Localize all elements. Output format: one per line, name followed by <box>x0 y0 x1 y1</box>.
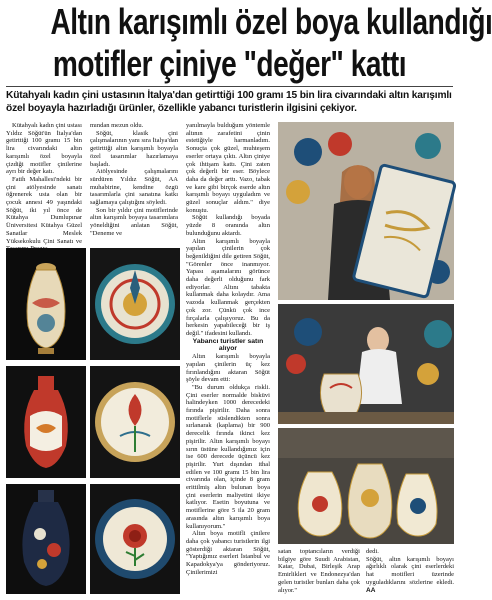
column-4 <box>278 548 360 596</box>
plate-photo-2 <box>90 366 180 478</box>
vase-display-photo <box>278 428 454 544</box>
headline-divider <box>6 86 453 87</box>
paragraph: Kütahyalı kadın çini ustası Yıldız Söğüt'ün İtalya'dan getirttiği 100 gramı 15 bin lira civarındaki altın karışımlı özel boyayla çizdiği motifler çinilerine ayrı bir değer katı. <box>6 122 82 176</box>
paragraph: "Bu durum oldukça riskli. Çini eserler normalde bisküvi halindeyken 1000 derecedeki fırında pişirilir. Daha sonra motiflerle süslendikten sonra sırlanarak (kaplama) bir 900 derecelik fırında ikinci kez pişirilir. Altın karışımlı boyayı sırın üstüne kullandığımız için ise 600 derecede üçüncü kez pişirilir. Yurt dışından ithal edilen ve 100 gramı 15 bin lira civarında olan, içinde 8 gram erittilmiş altın bulunan boya çini eserlerin maliyetini ikiye katlıyor. Esetin boyutuna ve motiflerine göre 5 ila 20 gram arasında altın karışımlı boya kullanıyorum." <box>186 383 270 530</box>
vase-photo-3 <box>6 484 86 594</box>
plate-photo-1 <box>90 248 180 360</box>
paragraph: Altın karışımlı boyayla yapılan çinilerin çok beğenildiğini dile getiren Söğüt, "Görenler önce inanmıyor. Yapası aşamalarını görünce daha değerli olduğunu fark ediyorlar. Altını tabakta kullanmak daha kolaydır. Ama vazoda kullanmak gerçekten çok zor. Çünkü çok ince fırçalarla çalışıyoruz. Bu da herkesin yapabileceği bir iş değil." ifadesini kullandı. <box>186 237 270 337</box>
paragraph: dedi. <box>366 548 379 555</box>
plate-photo-3 <box>90 484 180 594</box>
headline-line2: motifler çiniye "değer" kattı <box>52 43 407 84</box>
paragraph: yanılmayla bulduğum yöntemle altının zarafetini çinin estetiğiyle harmanladım. Sonuçta çok güzel, muhteşem eserler ortaya çıktı. Altın çiniye çok ihtişam kattı. Çini zaten çok değerli bir eser. Böylece daha da değer arttı. Vazo, tabak ve kare gibi birçok eserde altın karışımlı boyayı uyguladım ve güzel sonuçlar aldım." diye konuştu. <box>186 122 270 214</box>
paragraph: Altın boya motifli çinilere daha çok yabancı turistlerin ilgi gösterdiği aktaran Söğüt, "Yaptığımız eserleri İstanbul ve Kapadokya'ya gönderiyoruz. Çinilerimizi <box>186 530 270 576</box>
artist-portrait-photo <box>278 122 454 300</box>
paragraph: Son bir yıldır çini motiflerinde altın karışımlı boyaya tasarımlara yöneldiğini anlatan Söğüt, "Deneme ve <box>90 206 178 237</box>
column-3 <box>186 122 270 592</box>
paragraph: satan toptancıların verdiği bilgiye göre Suudi Arabistan, Katar, Dubai, Birleşik Arap Emirlikleri ve Endonezya'dan gelen turistler bunları daha çok alıyor." <box>278 548 360 594</box>
spot-text: Kütahyalı kadın çini ustasının İtalya'dan getirttiği 100 gramı 15 bin lira civarındaki altın karışımlı özel boyayla hazırladığı ürünler, özellikle yabancı turistlerin ilgisini çekiyor. <box>6 90 452 114</box>
paragraph: Altın karışımlı boyayla yapılan çinilerin üç kez fırınlandığını aktaran Söğüt şöyle devam etti: <box>186 353 270 384</box>
column-2 <box>90 122 178 244</box>
paragraph: mından mezun oldu. <box>90 122 144 129</box>
paragraph: Atölyesinde çalışmalarını sürdüren Yıldız Söğüt, AA muhabirine, kendine özgü tasarımlarla çini sanatına katkı sağlamaya çalıştığını söyledi. <box>90 168 178 207</box>
column-5 <box>366 548 454 596</box>
column-1 <box>6 122 82 244</box>
paragraph: Fatih Mahallesi'ndeki bir çini atölyesinde sanatı öğrenerek usta olan bir çocuk annesi 49 yaşındaki Söğüt, iki yıl önce de Kütahya Dumlupınar Üniversitesi Kütahya Güzel Sanatlar Meslek Yüksekokulu Çini Sanatı ve <box>6 175 82 245</box>
vase-photo-2 <box>6 366 86 478</box>
agency-credit: AA <box>366 586 376 594</box>
subheading: Yabancı turistler satın alıyor <box>192 337 264 353</box>
headline-line1: Altın karışımlı özel boya kullandığı <box>50 1 492 42</box>
paragraph: Söğüt, klasik çini çalışmalarının yanı sıra İtalya'dan getirttiği altın karışımlı boyayla özel tasarımlar hazırlamaya başladı. <box>90 129 178 168</box>
paragraph: Söğüt kullandığı boyada yüzde 8 oranında altın bulunduğunu aktardı. <box>186 214 270 237</box>
paragraph: Söğüt, altın karışımlı boyayı ağırlıklı olarak çini eserlerdeki hat motifleri üzerinde uyguladıklarını sözlerine ekledi. <box>366 555 454 586</box>
vase-photo-1 <box>6 248 86 360</box>
artist-workshop-photo <box>278 304 454 424</box>
